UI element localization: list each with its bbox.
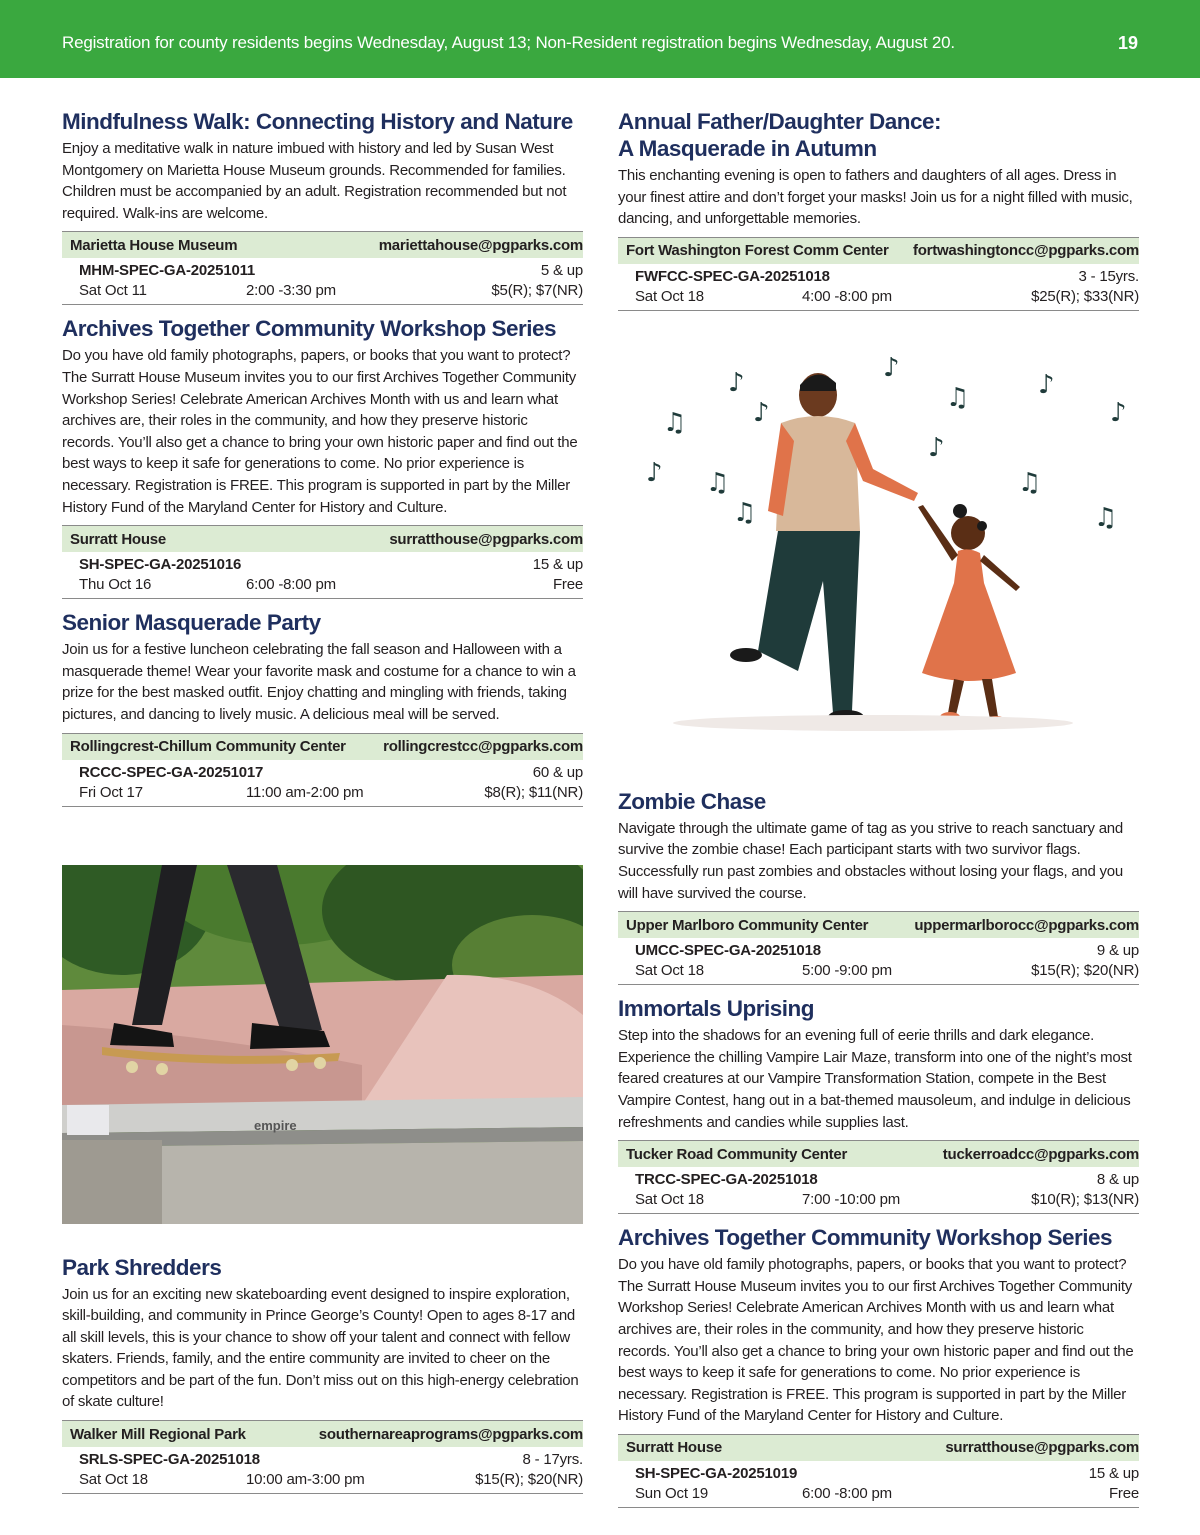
- svg-text:♫: ♫: [663, 407, 687, 438]
- location-name: Marietta House Museum: [70, 236, 238, 254]
- activity-code: RCCC-SPEC-GA-20251017: [79, 763, 264, 781]
- event-time: 4:00 -8:00 pm: [802, 287, 892, 305]
- left-column: [62, 108, 583, 1504]
- event-details: [618, 938, 1139, 985]
- location-name: Surratt House: [70, 530, 166, 548]
- event-title: Immortals Uprising: [618, 996, 815, 1022]
- svg-text:♫: ♫: [733, 497, 757, 528]
- location-name: Walker Mill Regional Park: [70, 1425, 246, 1443]
- event-details: [618, 1167, 1139, 1214]
- event-description: Join us for a festive luncheon celebrating the fall season and Halloween with a masquerade theme! Wear your favorite mask and costume for a chance to win a prize for the best masked outfit. Enjoy chatting and mingling with friends, taking pictures, and dancing to lively music. A delicious meal will be served.: [62, 641, 576, 723]
- location-email[interactable]: fortwashingtoncc@pgparks.com: [913, 242, 1139, 260]
- location-bar: [62, 1420, 583, 1447]
- event-time: 10:00 am-3:00 pm: [246, 1471, 365, 1489]
- right-column: [618, 108, 1139, 1518]
- event-title-line1: Annual Father/Daughter Dance:: [618, 109, 942, 134]
- event-title: Park Shredders: [62, 1254, 222, 1280]
- svg-text:♪: ♪: [928, 432, 945, 463]
- event-father-daughter-dance: [618, 108, 1139, 311]
- event-immortals-uprising: [618, 995, 1139, 1214]
- skateboard-photo: [62, 865, 583, 1224]
- location-bar: [618, 1140, 1139, 1167]
- event-date: Sun Oct 19: [635, 1484, 709, 1502]
- event-date: Fri Oct 17: [79, 783, 143, 801]
- location-bar: [618, 911, 1139, 938]
- svg-text:♪: ♪: [753, 397, 770, 428]
- event-description: Step into the shadows for an evening full of eerie thrills and dark elegance. Experience the chilling Vampire Lair Maze, transform into one of the night’s most feared creatures at our Vampire Transformation Station, compete in the Best Vampire Contest, hang out in a bat-themed mausoleum, and indulge in delicious refreshments and candies while supplies last.: [618, 1027, 1132, 1131]
- event-price: $15(R); $20(NR): [1031, 962, 1139, 980]
- location-email[interactable]: uppermarlborocc@pgparks.com: [914, 916, 1139, 934]
- svg-text:♪: ♪: [1038, 369, 1055, 400]
- top-banner: [0, 0, 1200, 78]
- location-email[interactable]: surratthouse@pgparks.com: [389, 530, 583, 548]
- svg-text:♫: ♫: [1018, 467, 1042, 498]
- event-park-shredders: [62, 1254, 583, 1495]
- event-details: [618, 1461, 1139, 1508]
- event-date: Thu Oct 16: [79, 576, 152, 594]
- event-time: 5:00 -9:00 pm: [802, 962, 892, 980]
- activity-code: TRCC-SPEC-GA-20251018: [635, 1171, 818, 1189]
- event-title: Archives Together Community Workshop Series: [618, 1225, 1113, 1251]
- event-details: [62, 552, 583, 599]
- event-description: This enchanting evening is open to fathers and daughters of all ages. Dress in your finest attire and don’t forget your masks! Join us for a night filled with music, dancing, and unforgettable memories.: [618, 167, 1133, 228]
- event-price: Free: [552, 576, 583, 594]
- event-archives-together-2: [618, 1224, 1139, 1508]
- event-time: 7:00 -10:00 pm: [802, 1191, 901, 1209]
- location-email[interactable]: surratthouse@pgparks.com: [945, 1439, 1139, 1457]
- event-price: $5(R); $7(NR): [491, 282, 583, 300]
- event-title: Archives Together Community Workshop Series: [62, 316, 557, 342]
- event-mindfulness-walk: [62, 108, 583, 305]
- event-date: Sat Oct 18: [635, 287, 704, 305]
- svg-text:♫: ♫: [946, 382, 970, 413]
- event-price: $25(R); $33(NR): [1031, 287, 1139, 305]
- location-email[interactable]: southernareaprograms@pgparks.com: [318, 1425, 583, 1443]
- activity-code: SRLS-SPEC-GA-20251018: [79, 1451, 260, 1469]
- event-title: Zombie Chase: [618, 788, 766, 814]
- event-details: [62, 1447, 583, 1494]
- music-notes-icon: [646, 353, 1127, 533]
- event-details: [618, 264, 1139, 311]
- location-bar: [618, 1434, 1139, 1461]
- ledge-text: empire: [254, 1117, 297, 1133]
- svg-text:♪: ♪: [1110, 397, 1127, 428]
- event-date: Sat Oct 11: [79, 282, 147, 300]
- event-description: Navigate through the ultimate game of tag as you strive to reach sanctuary and survive the zombie chase! Each participant starts with two survivor flags. Successfully run past zombies and obstacles without losing your flags, and you will have survived the course.: [618, 819, 1123, 902]
- event-senior-masquerade: [62, 609, 583, 806]
- page-number: 19: [1117, 33, 1138, 53]
- event-title: [618, 108, 1139, 162]
- event-date: Sat Oct 18: [635, 1191, 704, 1209]
- svg-text:♫: ♫: [706, 467, 730, 498]
- age-range: 15 & up: [1088, 1464, 1139, 1482]
- age-range: 8 & up: [1096, 1171, 1139, 1189]
- age-range: 3 - 15yrs.: [1078, 267, 1139, 285]
- father-daughter-dance-illustration: [618, 321, 1139, 781]
- location-bar: [62, 231, 583, 258]
- location-name: Surratt House: [626, 1439, 722, 1457]
- svg-text:♪: ♪: [646, 457, 663, 488]
- location-email[interactable]: mariettahouse@pgparks.com: [378, 236, 583, 254]
- location-bar: [62, 733, 583, 760]
- activity-code: SH-SPEC-GA-20251016: [79, 556, 242, 574]
- registration-notice: Registration for county residents begins Wednesday, August 13; Non-Resident registration begins Wednesday, August 20.: [62, 33, 955, 52]
- event-details: [62, 258, 583, 305]
- location-bar: [618, 237, 1139, 264]
- location-email[interactable]: tuckerroadcc@pgparks.com: [942, 1145, 1139, 1163]
- event-title: Mindfulness Walk: Connecting History and Nature: [62, 109, 573, 134]
- activity-code: UMCC-SPEC-GA-20251018: [635, 942, 821, 960]
- event-description: Enjoy a meditative walk in nature imbued with history and led by Susan West Montgomery on Marietta House Museum grounds. Recommended for families. Children must be accompanied by an adult. Registration recommended but not required. Walk-ins are welcome.: [62, 140, 567, 222]
- activity-code: FWFCC-SPEC-GA-20251018: [635, 267, 830, 285]
- event-details: [62, 760, 583, 807]
- event-archives-together-1: [62, 315, 583, 599]
- activity-code: MHM-SPEC-GA-20251011: [79, 262, 256, 280]
- age-range: 5 & up: [540, 262, 583, 280]
- event-time: 6:00 -8:00 pm: [246, 576, 336, 594]
- svg-text:♪: ♪: [728, 367, 745, 398]
- location-name: Upper Marlboro Community Center: [626, 916, 869, 934]
- age-range: 9 & up: [1096, 942, 1139, 960]
- event-description: Join us for an exciting new skateboarding event designed to inspire exploration, skill-building, and community in Prince George’s County! Open to ages 8-17 and all skill levels, this is your chance to show off your talent and connect with fellow skaters. Friends, family, and the entire community are invited to cheer on the competitors and be part of the fun. Don’t miss out on this high-energy celebration of skate culture!: [62, 1285, 579, 1411]
- event-title-line2: A Masquerade in Autumn: [618, 136, 877, 161]
- event-time: 2:00 -3:30 pm: [246, 282, 336, 300]
- location-email[interactable]: rollingcrestcc@pgparks.com: [383, 738, 583, 755]
- activity-code: SH-SPEC-GA-20251019: [635, 1464, 798, 1482]
- location-name: Fort Washington Forest Comm Center: [626, 242, 889, 260]
- event-price: $8(R); $11(NR): [484, 783, 583, 801]
- age-range: 15 & up: [532, 556, 583, 574]
- event-date: Sat Oct 18: [635, 962, 704, 980]
- event-description: Do you have old family photographs, papers, or books that you want to protect? The Surratt House Museum invites you to our first Archives Together Community Workshop Series! Celebrate American Archives Month with us and learn what archives are, their roles in the community, and how they preserve historic records. You’ll also get a chance to bring your own historic paper and find out the best ways to keep it safe for generations to come. No prior experience is necessary. Registration is FREE. This program is supported in part by the Miller History Fund of the Maryland Center for History and Culture.: [618, 1256, 1134, 1425]
- location-name: Rollingcrest-Chillum Community Center: [70, 738, 346, 755]
- event-zombie-chase: [618, 788, 1139, 985]
- event-description: Do you have old family photographs, papers, or books that you want to protect? The Surratt House Museum invites you to our first Archives Together Community Workshop Series! Celebrate American Archives Month with us and learn what archives are, their roles in the community, and how they preserve historic records. You’ll also get a chance to bring your own historic paper and find out the best ways to keep it safe for generations to come. No prior experience is necessary. Registration is FREE. This program is supported in part by the Miller History Fund of the Maryland Center for History and Culture.: [62, 347, 578, 516]
- event-time: 11:00 am-2:00 pm: [246, 783, 364, 801]
- age-range: 8 - 17yrs.: [522, 1451, 583, 1469]
- event-date: Sat Oct 18: [79, 1471, 148, 1489]
- event-price: Free: [1108, 1484, 1139, 1502]
- location-name: Tucker Road Community Center: [626, 1145, 848, 1163]
- event-price: $10(R); $13(NR): [1031, 1191, 1139, 1209]
- svg-text:♫: ♫: [1094, 502, 1118, 533]
- location-bar: [62, 525, 583, 552]
- svg-text:♪: ♪: [883, 352, 900, 383]
- event-price: $15(R); $20(NR): [475, 1471, 583, 1489]
- event-time: 6:00 -8:00 pm: [802, 1484, 892, 1502]
- event-title: Senior Masquerade Party: [62, 610, 321, 636]
- age-range: 60 & up: [532, 763, 583, 781]
